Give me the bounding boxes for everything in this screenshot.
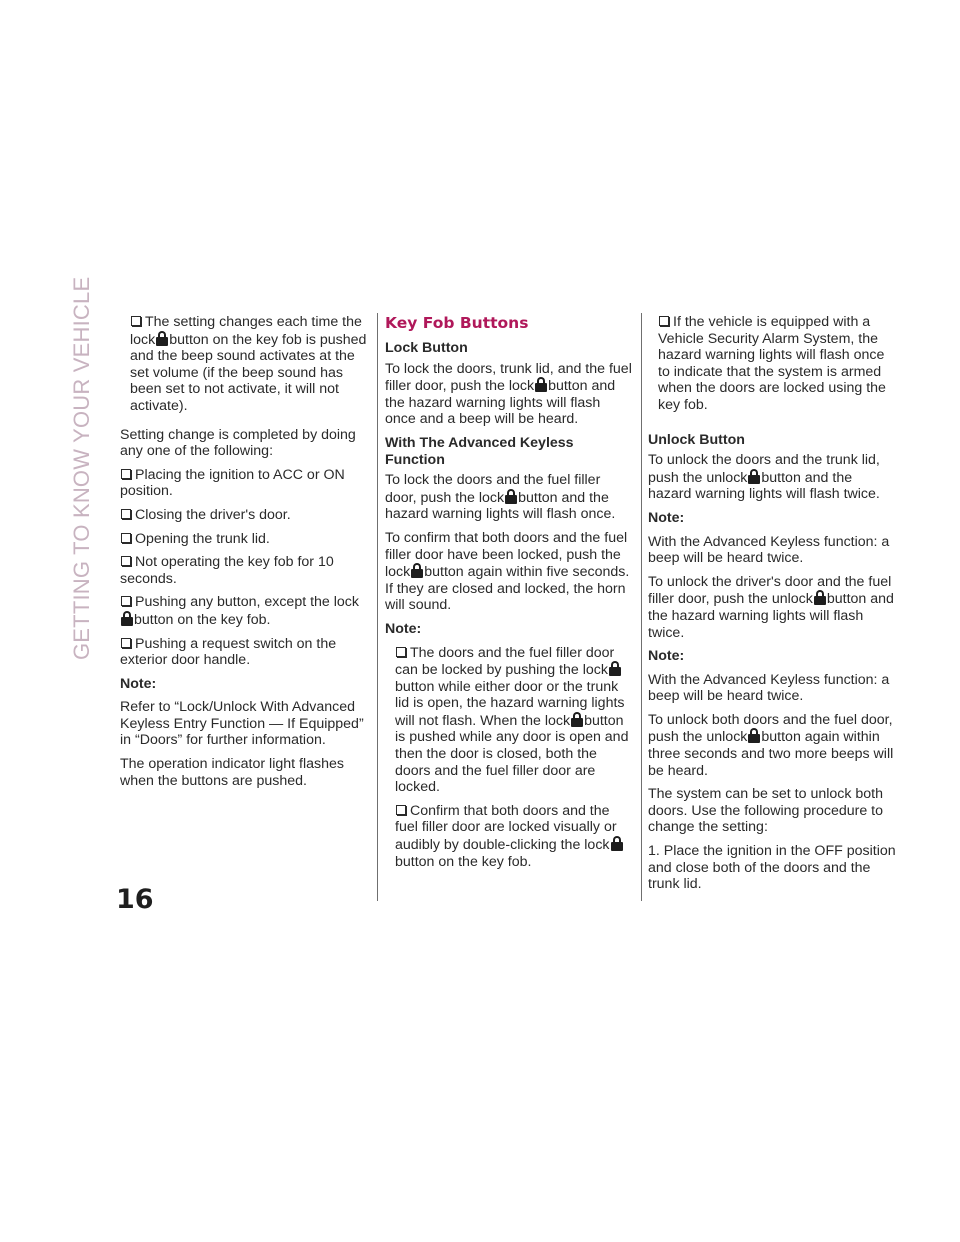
lock-icon xyxy=(748,469,760,484)
bullet-item xyxy=(120,594,368,628)
bullet-text: button on the key fob. xyxy=(134,611,271,628)
bullet-item xyxy=(120,507,368,524)
paragraph xyxy=(385,472,632,523)
checkbox-bullet-icon xyxy=(396,805,406,815)
lock-icon xyxy=(611,836,623,851)
paragraph-text: button again within three seconds and two more beeps will be heard. xyxy=(648,729,894,779)
column-divider xyxy=(377,313,378,901)
paragraph: With the Advanced Keyless function: a beep will be heard twice. xyxy=(648,671,890,705)
paragraph-text: button again within five seconds. If they are closed and locked, the horn will sound. xyxy=(385,564,630,614)
bullet-item xyxy=(648,314,898,414)
paragraph-text: button and the hazard warning lights will flash once and a beep will be heard. xyxy=(385,378,616,428)
checkbox-bullet-icon xyxy=(121,556,131,566)
paragraph: The system can be set to unlock both doors. Use the following procedure to change the setting: xyxy=(648,786,884,836)
paragraph: Refer to “Lock/Unlock With Advanced Keyless Entry Function — If Equipped” in “Doors” for further information. xyxy=(120,699,364,749)
note-label: Note: xyxy=(648,509,685,526)
bullet-item xyxy=(120,531,368,548)
paragraph-text: button and the hazard warning lights will flash twice. xyxy=(648,591,894,641)
subheading: With The Advanced Keyless Function xyxy=(385,434,574,468)
bullet-text: button on the key fob. xyxy=(395,853,532,870)
checkbox-bullet-icon xyxy=(121,596,131,606)
paragraph-text: To unlock both doors and the fuel door, push the unlock xyxy=(648,711,893,746)
section-title: GETTING TO KNOW YOUR VEHICLE xyxy=(69,276,94,660)
paragraph-text: To unlock the driver's door and the fuel filler door, push the unlock xyxy=(648,573,892,608)
paragraph xyxy=(385,361,632,428)
lock-icon xyxy=(748,728,760,743)
bullet-item xyxy=(120,467,368,500)
checkbox-bullet-icon xyxy=(659,316,669,326)
note-label: Note: xyxy=(648,648,685,665)
column-2 xyxy=(385,314,632,877)
paragraph-text: To confirm that both doors and the fuel filler door have been locked, push the lock xyxy=(385,529,628,581)
bullet-text: button on the key fob is pushed and the beep sound activates at the set volume (if the beep sound has been set to not activate, it will not activate). xyxy=(130,331,367,414)
column-1 xyxy=(120,314,368,796)
bullet-text: Not operating the key fob for 10 seconds. xyxy=(120,554,334,587)
bullet-text: Closing the driver's door. xyxy=(135,506,291,523)
paragraph xyxy=(385,530,632,614)
paragraph xyxy=(648,452,898,503)
subheading: Unlock Button xyxy=(648,431,745,448)
section-heading: Key Fob Buttons xyxy=(385,314,529,332)
checkbox-bullet-icon xyxy=(121,469,131,479)
paragraph-text: button and the hazard warning lights will flash twice. xyxy=(648,469,880,503)
bullet-text: Opening the trunk lid. xyxy=(135,530,270,547)
paragraph-text: To unlock the doors and the trunk lid, push the unlock xyxy=(648,452,880,486)
column-divider xyxy=(641,313,642,901)
bullet-text: If the vehicle is equipped with a Vehicle Security Alarm System, the hazard warning lights will flash once to indicate that the system is armed when the doors are locked using the key fob. xyxy=(658,314,886,413)
subheading: Lock Button xyxy=(385,340,468,356)
bullet-text: Pushing any button, except the lock xyxy=(135,594,359,611)
paragraph-text: button and the hazard warning lights will flash once. xyxy=(385,489,616,523)
lock-icon xyxy=(505,489,517,504)
lock-icon xyxy=(121,611,133,626)
checkbox-bullet-icon xyxy=(396,647,406,657)
paragraph: 1. Place the ignition in the OFF position and close both of the doors and the trunk lid. xyxy=(648,843,896,893)
lock-icon xyxy=(156,331,168,346)
lock-icon xyxy=(571,712,583,727)
paragraph: With the Advanced Keyless function: a beep will be heard twice. xyxy=(648,533,890,567)
bullet-text: Pushing a request switch on the exterior door handle. xyxy=(120,635,337,669)
bullet-item xyxy=(385,803,632,870)
paragraph xyxy=(648,712,898,779)
column-3 xyxy=(648,314,898,900)
lock-icon xyxy=(814,590,826,605)
paragraph: Setting change is completed by doing any one of the following: xyxy=(120,426,356,460)
lock-icon xyxy=(535,377,547,392)
page-number: 16 xyxy=(116,884,154,915)
note-label: Note: xyxy=(120,675,157,692)
bullet-item xyxy=(385,645,632,796)
bullet-item xyxy=(120,636,368,669)
checkbox-bullet-icon xyxy=(121,509,131,519)
checkbox-bullet-icon xyxy=(121,638,131,648)
lock-icon xyxy=(411,563,423,578)
paragraph xyxy=(648,574,898,641)
lock-icon xyxy=(609,661,621,676)
paragraph: The operation indicator light flashes when the buttons are pushed. xyxy=(120,756,344,789)
bullet-text: button while either door or the trunk lid is open, the hazard warning lights will not flash. When the lock xyxy=(395,678,625,729)
note-label: Note: xyxy=(385,620,422,637)
paragraph-text: To lock the doors and the fuel filler door, push the lock xyxy=(385,472,601,506)
bullet-text: The setting changes each time the lock xyxy=(130,314,362,348)
bullet-text: The doors and the fuel filler door can be locked by pushing the lock xyxy=(395,644,615,679)
paragraph-text: To lock the doors, trunk lid, and the fuel filler door, push the lock xyxy=(385,360,632,395)
bullet-text: Confirm that both doors and the fuel filler door are locked visually or audibly by double-clicking the lock xyxy=(395,802,617,854)
bullet-text: Placing the ignition to ACC or ON position. xyxy=(120,466,345,500)
bullet-text: button is pushed while any door is open and then the door is closed, both the doors and the fuel filler door are locked. xyxy=(395,712,629,796)
checkbox-bullet-icon xyxy=(131,316,141,326)
checkbox-bullet-icon xyxy=(121,533,131,543)
bullet-item xyxy=(120,314,368,415)
bullet-item xyxy=(120,554,368,587)
